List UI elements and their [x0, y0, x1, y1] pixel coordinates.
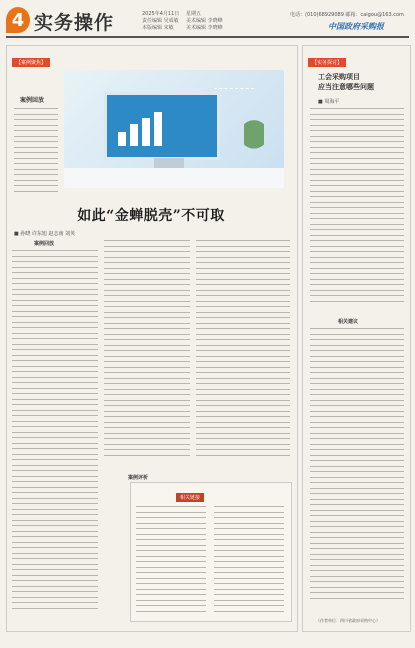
article-column-1 [12, 250, 98, 622]
monitor-stand [154, 158, 184, 168]
main-byline: ■ 孙晓 许东旭 赵志南 刘英 [14, 231, 76, 237]
main-headline: 如此“金蝉脱壳”不可取 [77, 208, 225, 224]
editor: 责任编辑 吴成敏 [142, 18, 179, 24]
header-meta-right [186, 11, 223, 32]
right-article-tag: 【实务探讨】 [308, 58, 346, 67]
lede-text-column [14, 108, 58, 198]
article-column-2 [104, 240, 190, 470]
subheading-case-analysis: 案例评析 [128, 475, 149, 481]
inset-column-1 [136, 506, 206, 616]
right-title-line-1: 工会采购项目 [318, 73, 360, 81]
related-links-tag: 相关链接 [176, 493, 204, 502]
section-number-badge: 4 [6, 7, 30, 33]
inset-column-2 [214, 506, 284, 616]
section-title: 实务操作 [34, 12, 115, 34]
page-editor: 本版编辑 宋敏 [142, 25, 174, 31]
right-article-title [318, 72, 374, 92]
contact-info: 电话：(010)68929089 邮箱：caigou@163.com [290, 12, 404, 18]
right-article-author: ■ 周海平 [318, 99, 340, 105]
page-header [0, 0, 415, 40]
desk-surface [64, 168, 284, 188]
subheading-case-review: 案例回放 [34, 241, 55, 247]
bar-graphic-icon [116, 108, 176, 148]
art-editor: 美术编辑 李晓峰 [186, 18, 223, 24]
issue-date: 2025年4月11日 [142, 11, 180, 17]
hero-illustration [64, 70, 284, 188]
article-column-3 [196, 240, 290, 476]
right-column-lower [310, 328, 404, 614]
right-subheading: 相关建议 [338, 319, 359, 325]
header-rule [6, 36, 409, 38]
network-dots [214, 88, 254, 109]
plant-icon [244, 120, 264, 168]
weekday: 星期五 [186, 11, 202, 17]
newspaper-logo: 中国政府采购报 [328, 21, 384, 31]
right-title-line-2: 应当注意哪些问题 [318, 83, 374, 91]
right-column-upper [310, 108, 404, 314]
lede-heading: 案例回放 [20, 97, 45, 104]
header-meta-left [142, 11, 179, 32]
right-article-footer: （作者单位：四川省政府采购中心） [316, 618, 380, 623]
art-editor-2: 美术编辑 李晓峰 [186, 25, 223, 31]
main-article-tag: 【案例聚焦】 [12, 58, 50, 67]
